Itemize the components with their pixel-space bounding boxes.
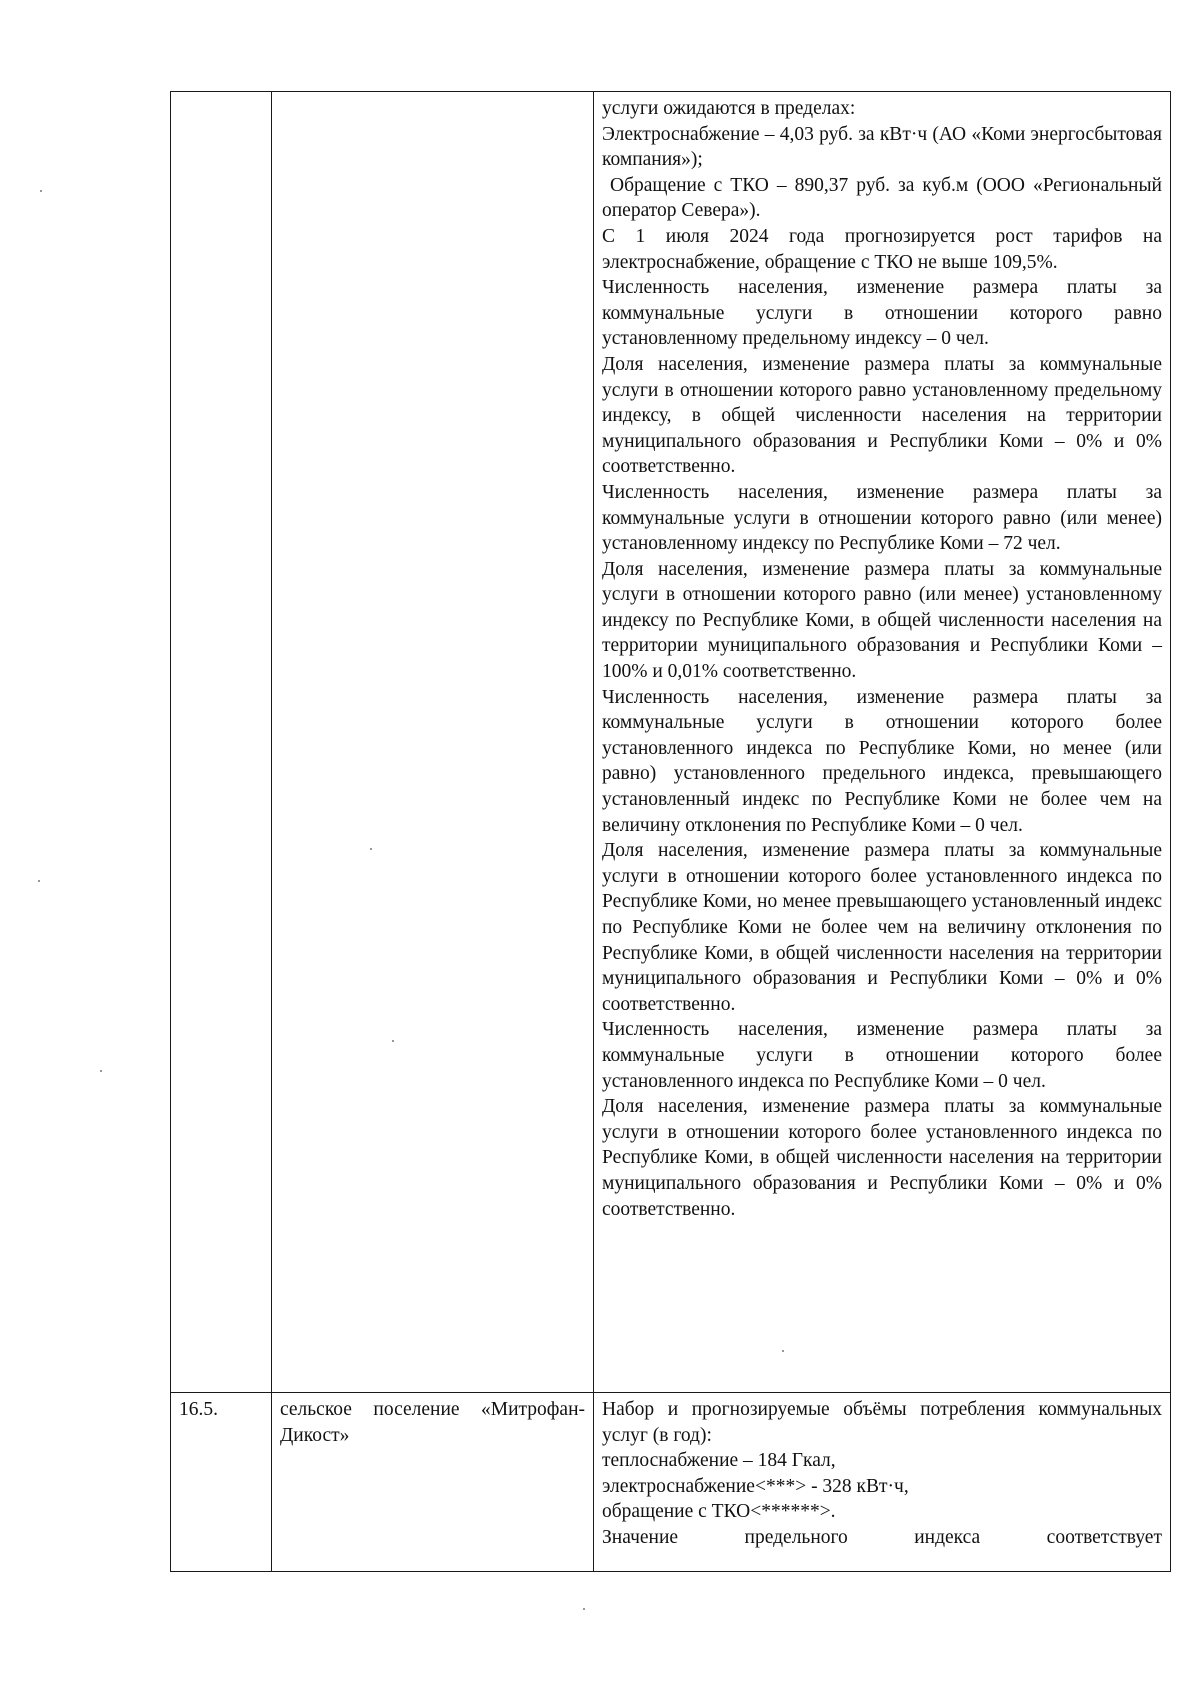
- row-number-cell: [171, 92, 272, 1393]
- paragraph: Численность населения, изменение размера платы за коммунальные услуги в отношении которого более установленного индекса по Республике Коми – 0 чел.: [602, 1019, 1162, 1092]
- paragraph: услуги ожидаются в пределах:: [602, 98, 856, 119]
- scan-speck: [40, 190, 42, 192]
- paragraph: Численность населения, изменение размера платы за коммунальные услуги в отношении которого более установленного индекса по Республике Коми, но менее (или равно) установленного предельного индекса, превышающего установленный индекс по Республике Коми не более чем на величину отклонения по Республике Коми – 0 чел.: [602, 686, 1162, 836]
- paragraph: Численность населения, изменение размера платы за коммунальные услуги в отношении которого равно установленному предельному индексу – 0 чел.: [602, 277, 1162, 350]
- paragraph: электроснабжение<***> - 328 кВт·ч,: [602, 1475, 909, 1497]
- paragraph: Доля населения, изменение размера платы за коммунальные услуги в отношении которого равно установленному предельному индексу, в общей численности населения на территории муниципального образования и Республики Коми – 0% и 0% соответственно.: [602, 353, 1162, 478]
- paragraph: Доля населения, изменение размера платы за коммунальные услуги в отношении которого более установленного индекса по Республике Коми, но менее превышающего установленный индекс по Республике Коми не более чем на величину отклонения по Республике Коми, в общей численности населения на территории муниципального образования и Республики Коми – 0% и 0% соответственно.: [602, 840, 1162, 1015]
- paragraph: Доля населения, изменение размера платы за коммунальные услуги в отношении которого равно (или менее) установленному индексу по Республике Коми, в общей численности населения на территории муниципального образования и Республики Коми – 100% и 0,01% соответственно.: [602, 558, 1162, 683]
- description-cell: [594, 1393, 1171, 1572]
- scan-speck: [782, 1350, 784, 1352]
- paragraph: Электроснабжение – 4,03 руб. за кВт·ч (АО «Коми энергосбытовая компания»);: [602, 123, 1162, 171]
- scan-speck: [38, 880, 40, 882]
- paragraph: Численность населения, изменение размера платы за коммунальные услуги в отношении которого равно (или менее) установленному индексу по Республике Коми – 72 чел.: [602, 481, 1162, 555]
- paragraph: Значение предельного индекса соответствует: [602, 1526, 1162, 1548]
- paragraph: Обращение с ТКО – 890,37 руб. за куб.м (ООО «Региональный оператор Севера»).: [602, 174, 1167, 222]
- paragraph: Доля населения, изменение размера платы за коммунальные услуги в отношении которого более установленного индекса по Республике Коми, в общей численности населения на территории муниципального образования и Республики Коми – 0% и 0% соответственно.: [602, 1096, 1162, 1220]
- row-number: 16.5.: [179, 1399, 218, 1420]
- document-table: [170, 91, 1171, 1572]
- scan-speck: [392, 1040, 394, 1042]
- row-number-cell: [171, 1393, 272, 1572]
- paragraph: Набор и прогнозируемые объёмы потребления коммунальных услуг (в год):: [602, 1399, 1162, 1446]
- scan-speck: [100, 1070, 102, 1072]
- municipality-name-cell: [272, 92, 594, 1393]
- table-row-continuation: [171, 92, 1171, 1393]
- scan-speck: [583, 1608, 585, 1610]
- municipality-name-cell: [272, 1393, 594, 1572]
- municipality-name: сельское поселение «Митрофан-Дикост»: [280, 1399, 585, 1446]
- paragraph: С 1 июля 2024 года прогнозируется рост тарифов на электроснабжение, обращение с ТКО не выше 109,5%.: [602, 225, 1162, 273]
- description-cell: [594, 92, 1171, 1393]
- paragraph: теплоснабжение – 184 Гкал,: [602, 1450, 836, 1472]
- paragraph: обращение с ТКО<******>.: [602, 1501, 836, 1523]
- table-row-16-5: [171, 1393, 1171, 1572]
- scan-speck: [370, 848, 372, 850]
